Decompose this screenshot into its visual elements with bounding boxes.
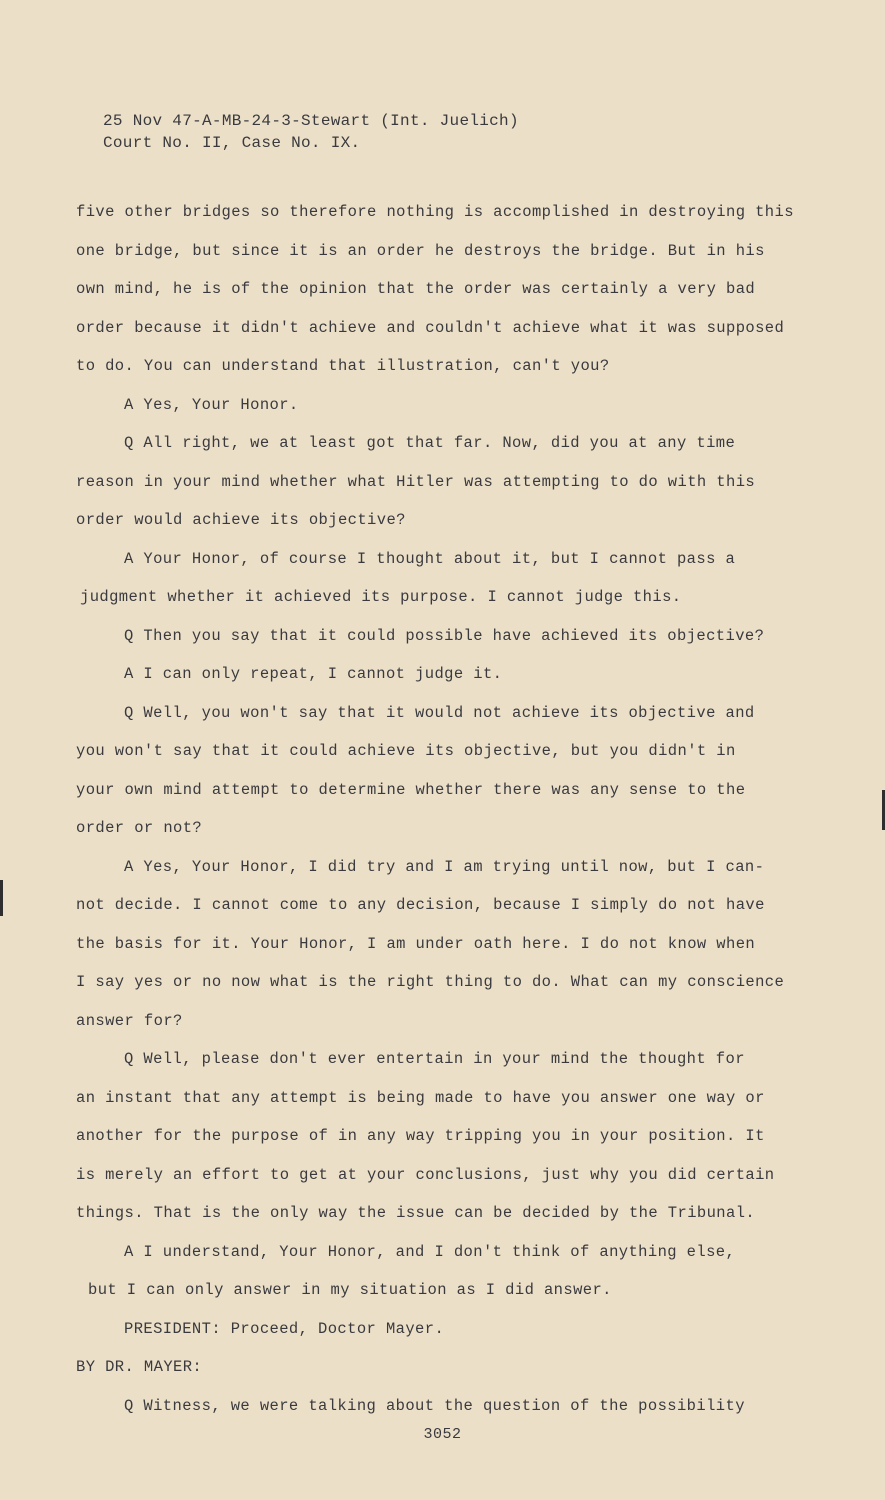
text-line: A I can only repeat, I cannot judge it. (124, 665, 503, 683)
text-line: the basis for it. Your Honor, I am under oath here. I do not know when (76, 934, 756, 953)
text-line: order because it didn't achieve and couldn't achieve what it was supposed (76, 318, 785, 337)
text-line: things. That is the only way the issue can be decided by the Tribunal. (76, 1204, 756, 1222)
transcript-body (76, 200, 796, 1432)
text-line: order would achieve its objective? (76, 511, 406, 529)
text-line: Q Well, you won't say that it would not achieve its objective and (124, 703, 755, 722)
text-line: own mind, he is of the opinion that the order was certainly a very bad (76, 280, 756, 298)
text-line: Q Then you say that it could possible have achieved its objective? (124, 626, 765, 645)
text-line: PRESIDENT: Proceed, Doctor Mayer. (124, 1319, 445, 1338)
text-line: five other bridges so therefore nothing is accomplished in destroying this (76, 203, 794, 221)
text-line: to do. You can understand that illustration, can't you? (76, 357, 610, 375)
text-line: answer for? (76, 1011, 183, 1030)
text-line: Q Well, please don't ever entertain in your mind the thought for (124, 1050, 745, 1068)
text-line: one bridge, but since it is an order he destroys the bridge. But in his (76, 241, 765, 260)
text-line: BY DR. MAYER: (76, 1358, 203, 1376)
text-line: Q Witness, we were talking about the question of the possibility (124, 1396, 745, 1415)
text-line: an instant that any attempt is being made to have you answer one way or (76, 1088, 765, 1107)
text-line: but I can only answer in my situation as I did answer. (88, 1281, 612, 1299)
text-line: A Your Honor, of course I thought about it, but I cannot pass a (124, 549, 736, 568)
left-edge-mark (0, 880, 3, 916)
text-line: A Yes, Your Honor. (124, 395, 299, 414)
header-session-line: 25 Nov 47-A-MB-24-3-Stewart (Int. Juelich) (103, 112, 519, 130)
text-line: Q All right, we at least got that far. Now, did you at any time (124, 434, 736, 452)
text-line: another for the purpose of in any way tripping you in your position. It (76, 1127, 765, 1145)
text-line: reason in your mind whether what Hitler was attempting to do with this (76, 472, 756, 491)
transcript-header (103, 110, 519, 154)
header-court-line: Court No. II, Case No. IX. (103, 134, 361, 152)
text-line: you won't say that it could achieve its objective, but you didn't in (76, 742, 736, 760)
text-line: I say yes or no now what is the right thing to do. What can my conscience (76, 973, 785, 991)
text-line: order or not? (76, 819, 203, 837)
text-line: is merely an effort to get at your conclusions, just why you did certain (76, 1165, 775, 1184)
text-line: A Yes, Your Honor, I did try and I am trying until now, but I can- (124, 857, 765, 876)
text-line: your own mind attempt to determine whether there was any sense to the (76, 780, 746, 799)
text-line: judgment whether it achieved its purpose. I cannot judge this. (80, 588, 682, 606)
text-line: not decide. I cannot come to any decision, because I simply do not have (76, 896, 765, 914)
page-number: 3052 (423, 1426, 462, 1443)
text-line: A I understand, Your Honor, and I don't think of anything else, (124, 1242, 736, 1261)
